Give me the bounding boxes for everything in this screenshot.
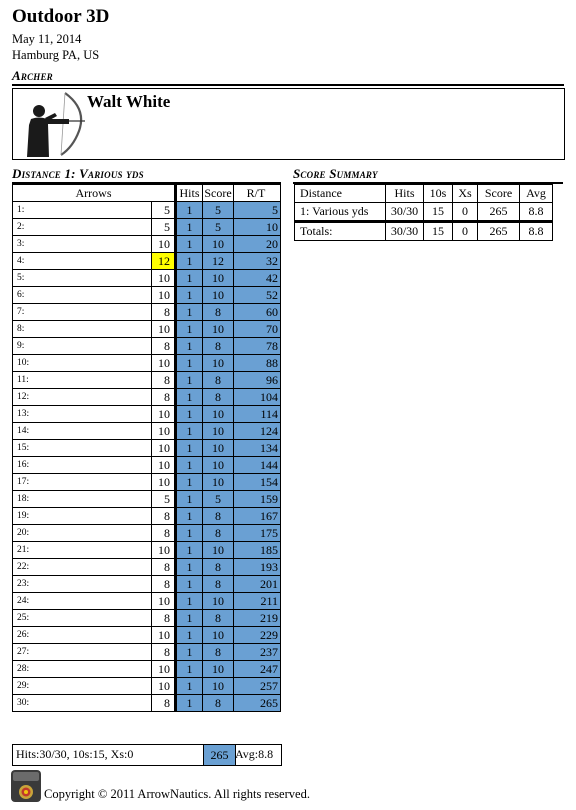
arrow-running-total: 237 bbox=[234, 644, 281, 661]
arrow-running-total: 265 bbox=[234, 695, 281, 712]
arrow-value: 10 bbox=[152, 321, 176, 338]
arrow-row bbox=[13, 406, 281, 423]
distance-hits-summary: Hits:30/30, 10s:15, Xs:0 bbox=[16, 747, 134, 761]
arrow-hits: 1 bbox=[176, 372, 203, 389]
arrow-score: 8 bbox=[203, 610, 234, 627]
arrow-score: 8 bbox=[203, 559, 234, 576]
arrow-number: 6: bbox=[13, 287, 152, 304]
arrow-number: 21: bbox=[13, 542, 152, 559]
arrow-row bbox=[13, 423, 281, 440]
arrow-running-total: 144 bbox=[234, 457, 281, 474]
arrow-value: 8 bbox=[152, 695, 176, 712]
arrow-row bbox=[13, 593, 281, 610]
arrow-running-total: 32 bbox=[234, 253, 281, 270]
arrow-number: 25: bbox=[13, 610, 152, 627]
arrow-hits: 1 bbox=[176, 661, 203, 678]
arrow-value: 10 bbox=[152, 457, 176, 474]
arrow-hits: 1 bbox=[176, 253, 203, 270]
distance-section-label: Distance 1: Various yds bbox=[12, 166, 144, 181]
arrow-number: 10: bbox=[13, 355, 152, 372]
arrow-value: 10 bbox=[152, 661, 176, 678]
arrow-number: 3: bbox=[13, 236, 152, 253]
copyright-text: Copyright © 2011 ArrowNautics. All rights reserved. bbox=[44, 787, 310, 801]
arrow-value: 8 bbox=[152, 525, 176, 542]
arrow-score: 10 bbox=[203, 287, 234, 304]
arrow-value: 5 bbox=[152, 202, 176, 219]
running-total-column-header: R/T bbox=[234, 185, 281, 202]
arrow-hits: 1 bbox=[176, 355, 203, 372]
arrows-header-row bbox=[13, 185, 281, 202]
arrow-value: 8 bbox=[152, 576, 176, 593]
arrow-hits: 1 bbox=[176, 423, 203, 440]
summary-cell: 15 bbox=[424, 203, 453, 222]
arrow-row bbox=[13, 338, 281, 355]
arrow-score: 10 bbox=[203, 423, 234, 440]
arrow-score: 10 bbox=[203, 270, 234, 287]
arrow-running-total: 201 bbox=[234, 576, 281, 593]
arrow-hits: 1 bbox=[176, 508, 203, 525]
archer-name: Walt White bbox=[87, 92, 171, 111]
arrow-score: 5 bbox=[203, 491, 234, 508]
arrow-hits: 1 bbox=[176, 474, 203, 491]
arrow-value: 8 bbox=[152, 610, 176, 627]
arrow-number: 7: bbox=[13, 304, 152, 321]
archer-silhouette-icon bbox=[21, 91, 87, 157]
arrow-score: 8 bbox=[203, 389, 234, 406]
summary-totals-row bbox=[295, 222, 553, 241]
arrow-number: 29: bbox=[13, 678, 152, 695]
arrow-row bbox=[13, 202, 281, 219]
arrow-value: 5 bbox=[152, 219, 176, 236]
score-summary-label: Score Summary bbox=[293, 166, 378, 181]
arrow-running-total: 124 bbox=[234, 423, 281, 440]
summary-totals-cell: 30/30 bbox=[386, 222, 424, 241]
arrow-running-total: 52 bbox=[234, 287, 281, 304]
arrow-running-total: 60 bbox=[234, 304, 281, 321]
arrow-row bbox=[13, 610, 281, 627]
arrow-running-total: 257 bbox=[234, 678, 281, 695]
arrow-value: 10 bbox=[152, 406, 176, 423]
arrow-row bbox=[13, 542, 281, 559]
arrow-row bbox=[13, 627, 281, 644]
arrow-score: 8 bbox=[203, 644, 234, 661]
arrow-number: 8: bbox=[13, 321, 152, 338]
arrow-hits: 1 bbox=[176, 525, 203, 542]
arrow-value: 8 bbox=[152, 508, 176, 525]
summary-totals-cell: Totals: bbox=[295, 222, 386, 241]
arrow-hits: 1 bbox=[176, 321, 203, 338]
arrow-number: 18: bbox=[13, 491, 152, 508]
arrow-value: 10 bbox=[152, 474, 176, 491]
archer-card bbox=[12, 88, 565, 160]
arrow-score: 8 bbox=[203, 695, 234, 712]
arrow-score: 5 bbox=[203, 219, 234, 236]
arrow-running-total: 78 bbox=[234, 338, 281, 355]
arrow-running-total: 185 bbox=[234, 542, 281, 559]
arrow-hits: 1 bbox=[176, 644, 203, 661]
summary-totals-cell: 8.8 bbox=[520, 222, 553, 241]
arrow-score: 10 bbox=[203, 440, 234, 457]
arrow-value: 8 bbox=[152, 644, 176, 661]
arrow-running-total: 167 bbox=[234, 508, 281, 525]
arrow-number: 12: bbox=[13, 389, 152, 406]
arrow-value: 8 bbox=[152, 389, 176, 406]
arrow-score: 12 bbox=[203, 253, 234, 270]
arrow-score: 10 bbox=[203, 236, 234, 253]
arrows-table bbox=[12, 184, 281, 712]
arrow-running-total: 134 bbox=[234, 440, 281, 457]
arrow-row bbox=[13, 576, 281, 593]
arrow-hits: 1 bbox=[176, 559, 203, 576]
arrow-number: 20: bbox=[13, 525, 152, 542]
arrow-value: 10 bbox=[152, 678, 176, 695]
arrow-number: 27: bbox=[13, 644, 152, 661]
arrow-value: 8 bbox=[152, 372, 176, 389]
arrow-score: 8 bbox=[203, 576, 234, 593]
arrow-running-total: 247 bbox=[234, 661, 281, 678]
arrow-row bbox=[13, 236, 281, 253]
event-location: Hamburg PA, US bbox=[12, 48, 100, 62]
arrow-row bbox=[13, 491, 281, 508]
arrow-row bbox=[13, 355, 281, 372]
summary-cell: 8.8 bbox=[520, 203, 553, 222]
arrow-value: 5 bbox=[152, 491, 176, 508]
arrow-number: 30: bbox=[13, 695, 152, 712]
arrow-value: 8 bbox=[152, 559, 176, 576]
arrow-running-total: 159 bbox=[234, 491, 281, 508]
arrow-number: 1: bbox=[13, 202, 152, 219]
arrow-value: 8 bbox=[152, 338, 176, 355]
arrow-number: 16: bbox=[13, 457, 152, 474]
arrow-running-total: 10 bbox=[234, 219, 281, 236]
arrow-hits: 1 bbox=[176, 270, 203, 287]
arrow-number: 22: bbox=[13, 559, 152, 576]
arrow-number: 28: bbox=[13, 661, 152, 678]
arrow-row bbox=[13, 508, 281, 525]
arrow-value: 10 bbox=[152, 627, 176, 644]
summary-column-header: Avg bbox=[520, 185, 553, 203]
arrow-row bbox=[13, 525, 281, 542]
arrow-number: 11: bbox=[13, 372, 152, 389]
arrow-hits: 1 bbox=[176, 576, 203, 593]
summary-column-header: Score bbox=[478, 185, 520, 203]
arrow-hits: 1 bbox=[176, 491, 203, 508]
score-summary-table bbox=[294, 184, 553, 241]
arrow-value: 8 bbox=[152, 304, 176, 321]
arrow-score: 10 bbox=[203, 593, 234, 610]
summary-column-header: Xs bbox=[453, 185, 478, 203]
arrow-score: 8 bbox=[203, 304, 234, 321]
arrow-row bbox=[13, 372, 281, 389]
arrow-hits: 1 bbox=[176, 695, 203, 712]
arrow-value: 10 bbox=[152, 542, 176, 559]
summary-cell: 0 bbox=[453, 203, 478, 222]
arrow-hits: 1 bbox=[176, 542, 203, 559]
arrow-running-total: 211 bbox=[234, 593, 281, 610]
arrow-score: 8 bbox=[203, 372, 234, 389]
arrow-number: 9: bbox=[13, 338, 152, 355]
arrow-value: 10 bbox=[152, 270, 176, 287]
arrow-row bbox=[13, 457, 281, 474]
arrow-running-total: 219 bbox=[234, 610, 281, 627]
arrow-row bbox=[13, 270, 281, 287]
arrow-row bbox=[13, 304, 281, 321]
arrow-number: 4: bbox=[13, 253, 152, 270]
summary-cell: 265 bbox=[478, 203, 520, 222]
arrow-row bbox=[13, 287, 281, 304]
arrow-hits: 1 bbox=[176, 627, 203, 644]
arrow-number: 13: bbox=[13, 406, 152, 423]
arrow-row bbox=[13, 661, 281, 678]
arrow-hits: 1 bbox=[176, 610, 203, 627]
arrow-running-total: 70 bbox=[234, 321, 281, 338]
arrow-value: 10 bbox=[152, 287, 176, 304]
arrow-score: 10 bbox=[203, 627, 234, 644]
arrow-score: 8 bbox=[203, 508, 234, 525]
distance-totals-bar bbox=[12, 744, 282, 766]
arrow-running-total: 42 bbox=[234, 270, 281, 287]
arrow-running-total: 20 bbox=[234, 236, 281, 253]
arrow-value: 10 bbox=[152, 593, 176, 610]
arrow-number: 15: bbox=[13, 440, 152, 457]
event-date: May 11, 2014 bbox=[12, 32, 82, 46]
arrow-score: 10 bbox=[203, 406, 234, 423]
summary-row bbox=[295, 203, 553, 222]
arrownautics-logo-icon bbox=[11, 770, 41, 802]
arrow-number: 24: bbox=[13, 593, 152, 610]
arrow-score: 10 bbox=[203, 542, 234, 559]
arrow-number: 17: bbox=[13, 474, 152, 491]
arrow-running-total: 175 bbox=[234, 525, 281, 542]
summary-column-header: Distance bbox=[295, 185, 386, 203]
arrow-hits: 1 bbox=[176, 338, 203, 355]
summary-cell: 30/30 bbox=[386, 203, 424, 222]
arrow-hits: 1 bbox=[176, 236, 203, 253]
arrow-value: 10 bbox=[152, 355, 176, 372]
arrow-number: 19: bbox=[13, 508, 152, 525]
arrow-hits: 1 bbox=[176, 678, 203, 695]
arrow-row bbox=[13, 695, 281, 712]
arrow-value: 10 bbox=[152, 423, 176, 440]
arrow-score: 10 bbox=[203, 457, 234, 474]
summary-column-header: Hits bbox=[386, 185, 424, 203]
arrow-running-total: 5 bbox=[234, 202, 281, 219]
arrow-score: 10 bbox=[203, 678, 234, 695]
arrow-score: 10 bbox=[203, 474, 234, 491]
arrow-running-total: 88 bbox=[234, 355, 281, 372]
summary-header-row bbox=[295, 185, 553, 203]
arrow-hits: 1 bbox=[176, 593, 203, 610]
arrow-row bbox=[13, 219, 281, 236]
arrow-hits: 1 bbox=[176, 202, 203, 219]
arrow-row bbox=[13, 440, 281, 457]
arrow-hits: 1 bbox=[176, 440, 203, 457]
arrow-number: 26: bbox=[13, 627, 152, 644]
arrow-number: 14: bbox=[13, 423, 152, 440]
arrow-hits: 1 bbox=[176, 406, 203, 423]
arrow-row bbox=[13, 644, 281, 661]
archer-divider bbox=[12, 84, 564, 86]
arrow-row bbox=[13, 389, 281, 406]
arrow-number: 23: bbox=[13, 576, 152, 593]
distance-total-score: 265 bbox=[203, 745, 236, 765]
arrow-score: 10 bbox=[203, 661, 234, 678]
arrow-row bbox=[13, 559, 281, 576]
summary-totals-cell: 15 bbox=[424, 222, 453, 241]
arrow-score: 10 bbox=[203, 355, 234, 372]
arrow-hits: 1 bbox=[176, 389, 203, 406]
hits-column-header: Hits bbox=[176, 185, 203, 202]
arrow-running-total: 154 bbox=[234, 474, 281, 491]
arrow-row bbox=[13, 321, 281, 338]
arrow-hits: 1 bbox=[176, 287, 203, 304]
summary-column-header: 10s bbox=[424, 185, 453, 203]
arrow-row bbox=[13, 253, 281, 270]
arrow-score: 8 bbox=[203, 338, 234, 355]
arrow-running-total: 229 bbox=[234, 627, 281, 644]
arrows-column-header: Arrows bbox=[13, 185, 176, 202]
arrow-number: 5: bbox=[13, 270, 152, 287]
event-title: Outdoor 3D bbox=[12, 6, 110, 27]
arrow-hits: 1 bbox=[176, 457, 203, 474]
arrow-value: 12 bbox=[152, 253, 176, 270]
arrow-score: 10 bbox=[203, 321, 234, 338]
summary-totals-cell: 0 bbox=[453, 222, 478, 241]
arrow-hits: 1 bbox=[176, 304, 203, 321]
summary-totals-cell: 265 bbox=[478, 222, 520, 241]
arrow-row bbox=[13, 678, 281, 695]
arrow-running-total: 193 bbox=[234, 559, 281, 576]
arrow-score: 5 bbox=[203, 202, 234, 219]
arrow-running-total: 104 bbox=[234, 389, 281, 406]
arrow-score: 8 bbox=[203, 525, 234, 542]
arrow-hits: 1 bbox=[176, 219, 203, 236]
arrow-row bbox=[13, 474, 281, 491]
arrow-value: 10 bbox=[152, 440, 176, 457]
archer-section-label: Archer bbox=[12, 68, 53, 83]
arrow-number: 2: bbox=[13, 219, 152, 236]
score-column-header: Score bbox=[204, 186, 232, 200]
summary-cell: 1: Various yds bbox=[295, 203, 386, 222]
distance-average: Avg:8.8 bbox=[235, 747, 274, 761]
arrow-running-total: 114 bbox=[234, 406, 281, 423]
arrow-running-total: 96 bbox=[234, 372, 281, 389]
arrow-value: 10 bbox=[152, 236, 176, 253]
